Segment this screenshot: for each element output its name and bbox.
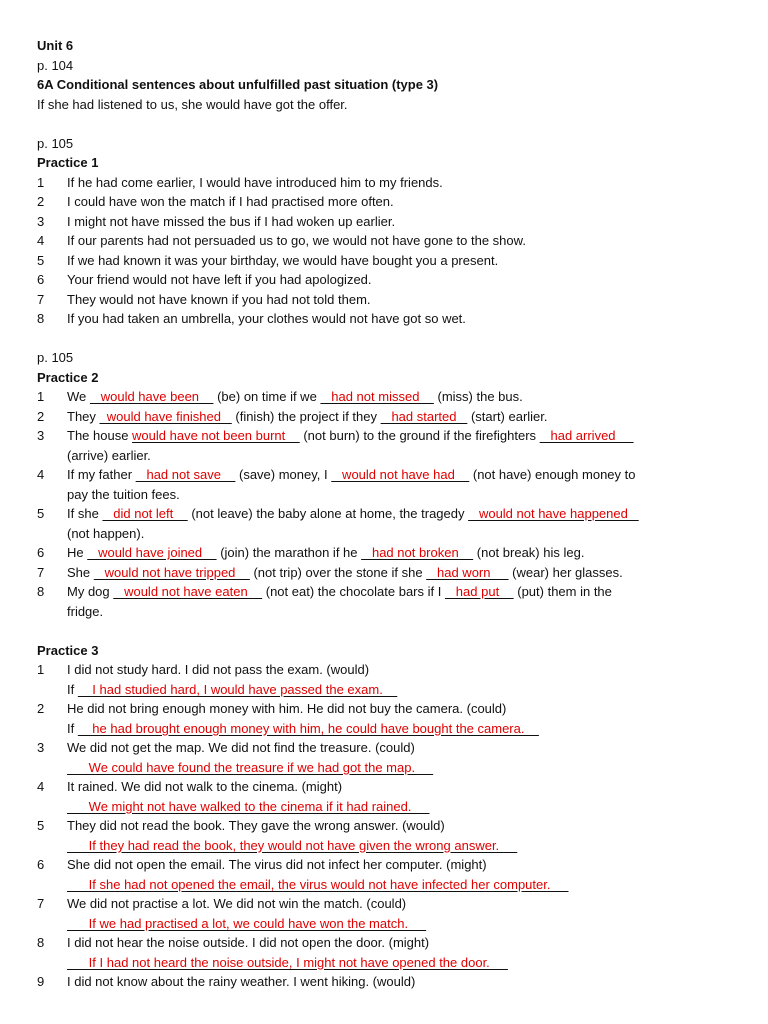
- item-number: 6: [37, 272, 45, 287]
- sentence-continuation: (not happen).: [67, 525, 145, 541]
- answer-line: [37, 914, 737, 934]
- answer-prefix: If: [67, 720, 78, 736]
- list-item: [37, 290, 737, 310]
- sentence-text: (not break) his leg.: [473, 545, 585, 560]
- item-prompt: He did not bring enough money with him. He did not buy the camera. (could): [67, 701, 507, 716]
- sentence-text: (miss) the bus.: [433, 389, 523, 404]
- item-sentence: They would not have known if you had not told them.: [67, 291, 371, 307]
- answer-blank: had not missed: [320, 389, 434, 404]
- item-sentence: If our parents had not persuaded us to go, we would not have gone to the show.: [67, 233, 526, 248]
- list-item: [37, 212, 737, 232]
- item-number: 1: [37, 389, 45, 404]
- answer-line: [37, 875, 737, 895]
- item-sentence: [67, 387, 737, 407]
- answer-blank: would have finished: [99, 408, 232, 424]
- answer-blank: If they had read the book, they would not have given the wrong answer.: [67, 837, 518, 853]
- item-sentence: I might not have missed the bus if I had woken up earlier.: [67, 213, 396, 229]
- list-item: [37, 972, 737, 992]
- answer-blank: would not have eaten: [113, 584, 263, 599]
- item-prompt: We did not get the map. We did not find the treasure. (could): [67, 740, 415, 755]
- item-prompt: We did not practise a lot. We did not win the match. (could): [67, 896, 407, 911]
- sentence-text: (put) them in the: [513, 584, 612, 599]
- practice1-list: [37, 173, 737, 329]
- answer-line: [37, 758, 737, 778]
- item-number: 8: [37, 584, 45, 599]
- list-item: [37, 894, 737, 914]
- item-sentence: [67, 543, 737, 563]
- item-prompt: She did not open the email. The virus did not infect her computer. (might): [67, 857, 487, 872]
- item-number: 6: [37, 545, 45, 560]
- list-item: [37, 699, 737, 719]
- list-item: [37, 426, 737, 446]
- sentence-text: If my father: [67, 467, 136, 482]
- list-item: [37, 660, 737, 680]
- practice3-list: [37, 660, 737, 992]
- answer-blank: would have been: [89, 389, 214, 404]
- answer-blank: We might not have walked to the cinema if it had rained.: [67, 798, 430, 814]
- item-sentence: Your friend would not have left if you had apologized.: [67, 272, 372, 287]
- page-ref-105-a: p. 105: [37, 135, 74, 151]
- answer-line: [37, 797, 737, 817]
- answer-blank: had started: [380, 408, 468, 424]
- sentence-continuation: (arrive) earlier.: [67, 447, 151, 463]
- list-item: [37, 387, 737, 407]
- item-number: 2: [37, 701, 45, 716]
- list-item: [37, 777, 737, 797]
- unit-title: Unit 6: [37, 38, 74, 53]
- example-sentence: If she had listened to us, she would have got the offer.: [37, 96, 348, 112]
- item-number: 2: [37, 194, 45, 209]
- answer-line: [37, 680, 737, 700]
- item-number: 1: [37, 662, 45, 677]
- answer-blank: would not have happened: [468, 506, 639, 521]
- sentence-text: We: [67, 389, 90, 404]
- answer-blank: he had brought enough money with him, he could have bought the camera.: [77, 720, 539, 736]
- list-item: [37, 816, 737, 836]
- item-number: 3: [37, 428, 45, 443]
- sentence-text: If she: [67, 506, 103, 521]
- item-number: 7: [37, 896, 45, 911]
- item-number: 1: [37, 174, 45, 190]
- item-sentence: [67, 504, 737, 524]
- item-sentence: If he had come earlier, I would have introduced him to my friends.: [67, 174, 443, 190]
- item-prompt: It rained. We did not walk to the cinema. (might): [67, 779, 343, 794]
- worksheet: [37, 36, 737, 992]
- answer-blank: would not have tripped: [93, 564, 250, 580]
- sentence-text: She: [67, 564, 94, 580]
- answer-blank: had arrived: [539, 428, 634, 443]
- list-item: [37, 543, 737, 563]
- sentence-text: (finish) the project if they: [231, 408, 381, 424]
- item-sentence: [67, 465, 737, 485]
- practice2-heading: Practice 2: [37, 369, 99, 385]
- page-ref-105-b: p. 105: [37, 350, 74, 365]
- answer-blank: We could have found the treasure if we had got the map.: [67, 759, 434, 775]
- answer-line: [37, 719, 737, 739]
- item-sentence: [67, 563, 737, 583]
- answer-prefix: If: [67, 681, 78, 697]
- item-prompt: I did not know about the rainy weather. I went hiking. (would): [67, 974, 416, 989]
- list-item: [37, 407, 737, 427]
- item-number: 5: [37, 818, 45, 833]
- item-sentence: I could have won the match if I had practised more often.: [67, 194, 394, 209]
- answer-blank: had not save: [135, 467, 236, 482]
- answer-blank: would not have had: [331, 467, 470, 482]
- sentence-text: They: [67, 408, 100, 424]
- answer-line: [37, 836, 737, 856]
- sentence-text: (be) on time if we: [213, 389, 321, 404]
- answer-blank: If I had not heard the noise outside, I might not have opened the door.: [67, 954, 508, 970]
- item-sentence: If we had known it was your birthday, we would have bought you a present.: [67, 252, 499, 268]
- sentence-text: (save) money, I: [235, 467, 332, 482]
- answer-blank: had put: [444, 584, 514, 599]
- list-item: [37, 309, 737, 329]
- item-prompt: I did not hear the noise outside. I did not open the door. (might): [67, 935, 430, 950]
- list-item: [37, 465, 737, 485]
- sentence-text: My dog: [67, 584, 114, 599]
- list-item: [37, 270, 737, 290]
- item-number: 8: [37, 935, 45, 950]
- sentence-text: (not eat) the chocolate bars if I: [262, 584, 445, 599]
- list-item: [37, 504, 737, 524]
- list-item: [37, 231, 737, 251]
- sentence-continuation: fridge.: [67, 603, 104, 619]
- practice1-heading: Practice 1: [37, 155, 99, 170]
- item-sentence: If you had taken an umbrella, your clothes would not have got so wet.: [67, 311, 466, 326]
- answer-blank: If we had practised a lot, we could have won the match.: [67, 915, 427, 931]
- item-prompt: They did not read the book. They gave the wrong answer. (would): [67, 818, 445, 833]
- list-item: [37, 738, 737, 758]
- item-number: 4: [37, 467, 45, 482]
- sentence-text: (not have) enough money to: [469, 467, 636, 482]
- answer-blank: did not left: [102, 506, 188, 521]
- sentence-text: He: [67, 545, 88, 560]
- sentence-text: (start) earlier.: [467, 408, 548, 424]
- list-item: [37, 933, 737, 953]
- answer-blank: would have joined: [87, 545, 217, 560]
- list-item: [37, 582, 737, 602]
- practice2-list: [37, 387, 737, 621]
- section-title: 6A Conditional sentences about unfulfilled past situation (type 3): [37, 77, 439, 92]
- list-item: [37, 192, 737, 212]
- item-number: 7: [37, 291, 45, 307]
- item-sentence: [67, 407, 737, 427]
- sentence-text: (wear) her glasses.: [508, 564, 623, 580]
- sentence-text: (not leave) the baby alone at home, the tragedy: [187, 506, 469, 521]
- list-item: [37, 251, 737, 271]
- list-item: [37, 855, 737, 875]
- item-number: 8: [37, 311, 45, 326]
- item-number: 4: [37, 233, 45, 248]
- sentence-continuation: pay the tuition fees.: [67, 486, 180, 502]
- item-number: 3: [37, 213, 45, 229]
- item-number: 2: [37, 408, 45, 424]
- item-number: 5: [37, 506, 45, 521]
- list-item: [37, 173, 737, 193]
- sentence-text: (join) the marathon if he: [216, 545, 362, 560]
- list-item: [37, 563, 737, 583]
- page-ref-104: p. 104: [37, 57, 74, 73]
- item-number: 6: [37, 857, 45, 872]
- sentence-text: (not burn) to the ground if the firefighters: [299, 428, 540, 443]
- answer-line: [37, 953, 737, 973]
- sentence-text: (not trip) over the stone if she: [249, 564, 427, 580]
- answer-blank: If she had not opened the email, the virus would not have infected her computer.: [67, 876, 569, 892]
- answer-blank: would have not been burnt: [132, 428, 300, 443]
- item-number: 3: [37, 740, 45, 755]
- answer-blank: had worn: [426, 564, 509, 580]
- item-number: 4: [37, 779, 45, 794]
- answer-blank: I had studied hard, I would have passed the exam.: [77, 681, 398, 697]
- item-sentence: [67, 582, 737, 602]
- sentence-text: The house: [67, 428, 133, 443]
- answer-blank: had not broken: [361, 545, 474, 560]
- item-number: 5: [37, 252, 45, 268]
- item-sentence: [67, 426, 737, 446]
- item-prompt: I did not study hard. I did not pass the exam. (would): [67, 662, 370, 677]
- item-number: 9: [37, 974, 45, 989]
- practice3-heading: Practice 3: [37, 642, 99, 658]
- item-number: 7: [37, 564, 45, 580]
